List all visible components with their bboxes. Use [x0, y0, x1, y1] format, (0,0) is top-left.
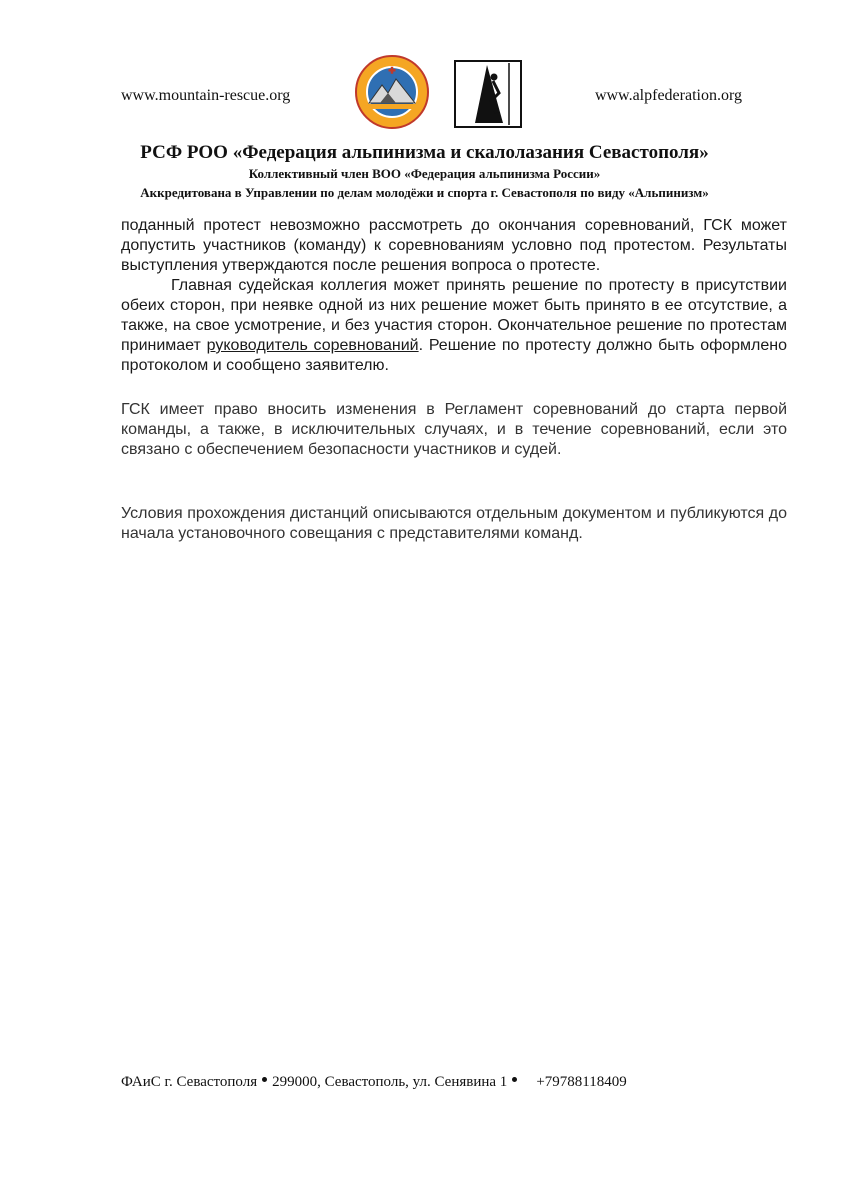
organization-title: РСФ РОО «Федерация альпинизма и скалолазания Севастополя»: [140, 142, 709, 163]
page-footer: [121, 1074, 627, 1091]
paragraph-regulation-changes: ГСК имеет право вносить изменения в Регламент соревнований до старта первой команды, а также, в исключительных случаях, и в течение соревнований, если это связано с обеспечением безопасности участников и судей.: [121, 401, 787, 458]
paragraph-protest-decision-end: . Решение по протесту должно быть оформлено протоколом и сообщено заявителю.: [121, 337, 788, 374]
footer-separator: [512, 1077, 517, 1082]
footer-address: 299000, Севастополь, ул. Сенявина 1: [272, 1074, 508, 1090]
footer-separator: [262, 1077, 267, 1082]
alpfederation-logo: [447, 55, 529, 133]
footer-organization: ФАиС г. Севастополя: [121, 1074, 258, 1090]
paragraph-protest-decision-start: Главная судейская коллегия может принять решение по протесту в присутствии обеих сторон, при неявке одной из них решение может быть принято в ее отсутствие, а также, на свое усмотрение, и без участия сторон. Окончательное решение по протестам принимает: [121, 277, 787, 354]
paragraph-protest-decision: [121, 276, 787, 376]
paragraph-distance-conditions: Условия прохождения дистанций описываются отдельным документом и публикуются до начала установочного совещания с представителями команд.: [121, 505, 787, 542]
protest-section: [121, 216, 787, 376]
distance-conditions-section: [121, 504, 787, 544]
alpfederation-url: www.alpfederation.org: [594, 87, 742, 104]
organization-subtitle: Коллективный член ВОО «Федерация альпинизма России»: [248, 166, 601, 181]
paragraph-protest-conditional: поданный протест невозможно рассмотреть до окончания соревнований, ГСК может допустить участников (команду) к соревнованиям условно под протестом. Результаты выступления утверждаются после решения вопроса о протесте.: [121, 217, 787, 274]
footer-phone: +79788118409: [536, 1074, 627, 1090]
accreditation-line: Аккредитована в Управлении по делам молодёжи и спорта г. Севастополя по виду «Альпинизм»: [140, 185, 709, 200]
regulation-changes-section: [121, 400, 787, 460]
mountain-rescue-url: www.mountain-rescue.org: [121, 87, 291, 104]
mountain-rescue-logo: [355, 55, 429, 129]
competition-director-link: руководитель соревнований: [206, 337, 419, 354]
